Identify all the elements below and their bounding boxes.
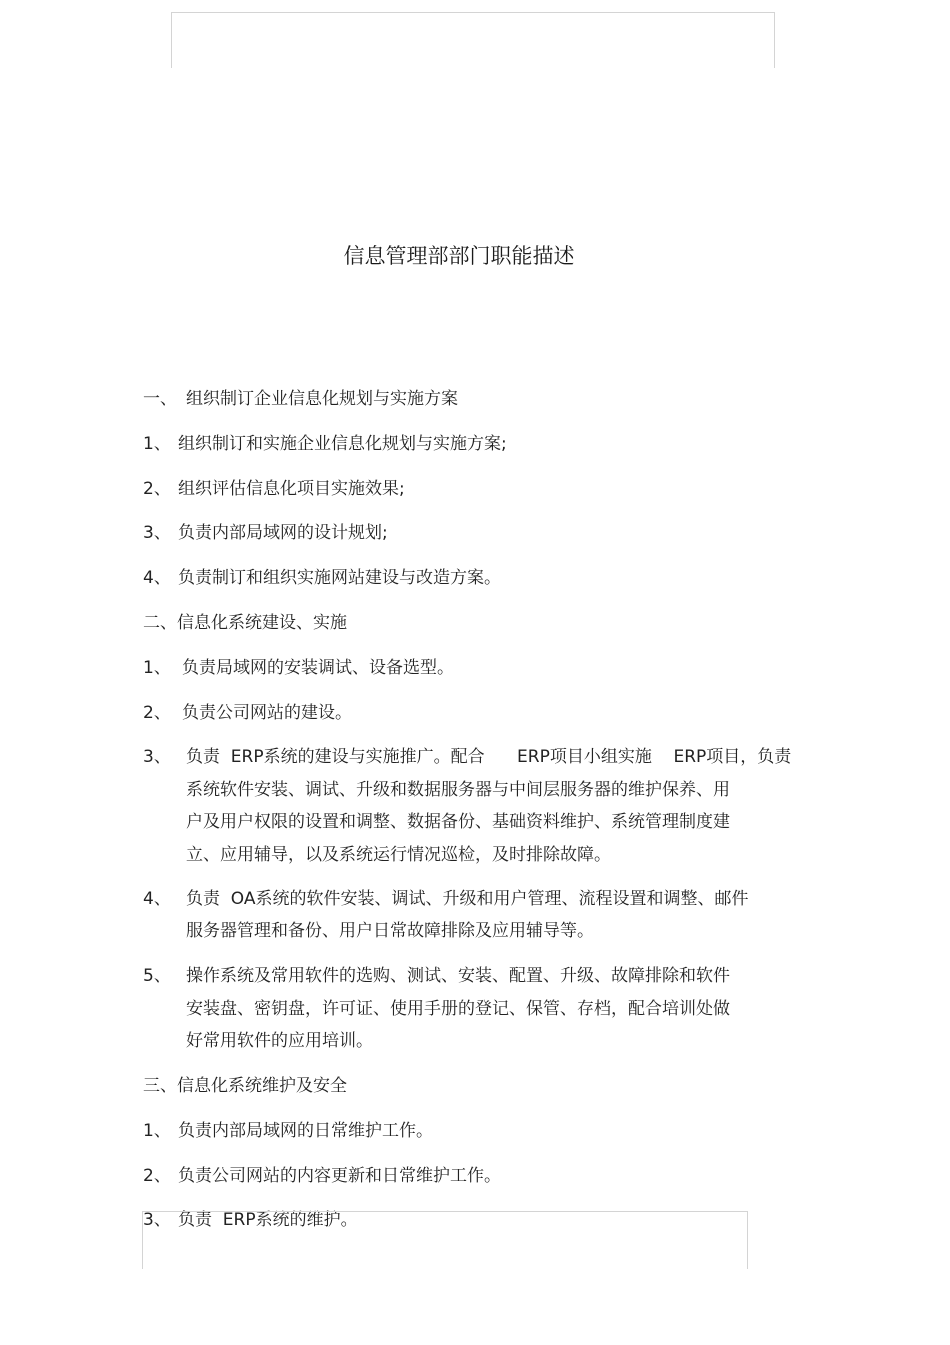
s2-item-5-line-2: 安装盘、密钥盘，许可证、使用手册的登记、保管、存档，配合培训处做 — [186, 999, 730, 1019]
s2-item-2-text: 负责公司网站的建设。 — [182, 703, 352, 723]
s2-item-3-num: 3、 — [143, 747, 171, 767]
s3-item-3-text: 负责 ERP系统的维护。 — [178, 1210, 358, 1230]
s2-item-4-line-1: 负责 OA系统的软件安装、调试、升级和用户管理、流程设置和调整、邮件 — [186, 889, 749, 909]
s2-item-5-line-1: 操作系统及常用软件的选购、测试、安装、配置、升级、故障排除和软件 — [186, 966, 730, 986]
section-1-heading: 组织制订企业信息化规划与实施方案 — [186, 389, 458, 409]
s1-item-1-num: 1、 — [143, 434, 171, 454]
s3-item-1-num: 1、 — [143, 1121, 171, 1141]
document-title: 信息管理部部门职能描述 — [343, 244, 575, 268]
s2-item-5-line-3: 好常用软件的应用培训。 — [186, 1031, 373, 1051]
page-header-frame — [171, 12, 775, 68]
s3-item-2-text: 负责公司网站的内容更新和日常维护工作。 — [178, 1166, 501, 1186]
s2-item-4-line-2: 服务器管理和备份、用户日常故障排除及应用辅导等。 — [186, 921, 594, 941]
s2-item-3-line-4: 立、应用辅导，以及系统运行情况巡检，及时排除故障。 — [186, 845, 611, 865]
s3-item-1-text: 负责内部局域网的日常维护工作。 — [178, 1121, 433, 1141]
s2-item-3-line-1: 负责 ERP系统的建设与实施推广。配合 ERP项目小组实施 ERP项目，负责 — [186, 747, 792, 767]
section-2-heading: 二、信息化系统建设、实施 — [143, 613, 347, 633]
page-footer-frame — [142, 1211, 748, 1269]
s2-item-5-num: 5、 — [143, 966, 171, 986]
s1-item-4-text: 负责制订和组织实施网站建设与改造方案。 — [178, 568, 501, 588]
s2-item-3-line-2: 系统软件安装、调试、升级和数据服务器与中间层服务器的维护保养、用 — [186, 780, 730, 800]
s3-item-2-num: 2、 — [143, 1166, 171, 1186]
s2-item-1-num: 1、 — [143, 658, 171, 678]
section-1-prefix: 一、 — [143, 389, 177, 409]
s2-item-3-line-3: 户及用户权限的设置和调整、数据备份、基础资料维护、系统管理制度建 — [186, 812, 730, 832]
s1-item-3-text: 负责内部局域网的设计规划; — [178, 523, 388, 543]
s1-item-3-num: 3、 — [143, 523, 171, 543]
s1-item-2-text: 组织评估信息化项目实施效果; — [178, 479, 405, 499]
section-3-heading: 三、信息化系统维护及安全 — [143, 1076, 347, 1096]
s1-item-1-text: 组织制订和实施企业信息化规划与实施方案; — [178, 434, 507, 454]
s2-item-2-num: 2、 — [143, 703, 171, 723]
s3-item-3-num: 3、 — [143, 1210, 171, 1230]
s2-item-4-num: 4、 — [143, 889, 171, 909]
s1-item-2-num: 2、 — [143, 479, 171, 499]
s2-item-1-text: 负责局域网的安装调试、设备选型。 — [182, 658, 454, 678]
s1-item-4-num: 4、 — [143, 568, 171, 588]
